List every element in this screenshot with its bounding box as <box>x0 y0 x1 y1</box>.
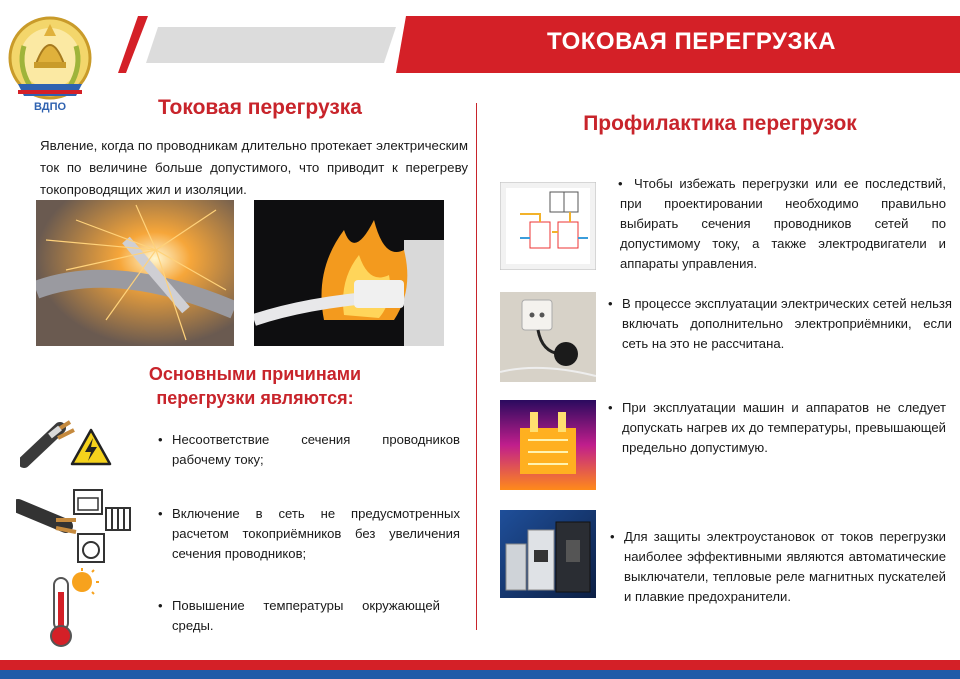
cause-text-2: Включение в сеть не предусмотренных расчетом токоприёмников без увеличения сечения проводников; <box>172 506 460 561</box>
cause-item-3 <box>158 596 440 636</box>
prevention-text-4: Для защиты электроустановок от токов перегрузки наиболее эффективными являются автоматические выключатели, тепловые реле магнитных пускателей и плавкие предохранители. <box>624 529 946 604</box>
header-banner-grey-stripe <box>146 27 396 63</box>
prevention-text-2: В процессе эксплуатации электрических сетей нельзя включать дополнительно электроприёмники, если сеть на это не рассчитана. <box>622 296 952 351</box>
emblem-text: ВДПО <box>33 101 67 113</box>
prevention-title: Профилактика перегрузок <box>583 112 857 135</box>
cause-item-2 <box>158 504 460 564</box>
footer-stripe-blue <box>0 670 960 679</box>
column-divider <box>476 103 477 630</box>
bullet: • <box>618 176 623 191</box>
causes-title <box>90 362 420 410</box>
cable-icon <box>20 418 76 468</box>
cause-text-1: Несоответствие сечения проводников рабочему току; <box>172 432 460 467</box>
bullet: • <box>158 432 163 447</box>
circuit-breaker-image <box>500 510 596 598</box>
footer-stripe-red <box>0 660 960 670</box>
high-voltage-warning-icon <box>70 428 112 466</box>
sparks-photo <box>36 200 234 346</box>
prevention-item-3 <box>608 398 946 458</box>
bullet: • <box>608 400 613 415</box>
bullet: • <box>158 598 163 613</box>
page-title: ТОКОВАЯ ПЕРЕГРУЗКА <box>547 28 836 55</box>
socket-photo <box>500 292 596 382</box>
bullet: • <box>158 506 163 521</box>
cause-item-1 <box>158 430 460 470</box>
prevention-item-4 <box>610 527 946 607</box>
appliances-icon <box>16 486 136 566</box>
prevention-item-1 <box>620 174 946 274</box>
thermometer-icon <box>38 568 102 648</box>
causes-title-line1: Основными причинами <box>148 364 362 384</box>
prevention-text-1: Чтобы избежать перегрузки или ее последствий, при проектировании необходимо правильно выбирать сечения проводников сетей по допустимому току, а также электродвигатели и аппараты управления. <box>620 176 946 271</box>
bullet: • <box>610 529 615 544</box>
prevention-item-2 <box>608 294 952 354</box>
burning-socket-photo <box>254 200 444 346</box>
causes-title-line2: перегрузки являются: <box>156 388 354 408</box>
overload-definition: Явление, когда по проводникам длительно протекает электрическим ток по величине больше допустимого, что приводит к перегреву токопроводящих жил и изоляции. <box>40 138 468 197</box>
wiring-diagram-image <box>500 182 596 270</box>
overload-title: Токовая перегрузка <box>158 96 362 119</box>
bullet: • <box>608 296 613 311</box>
prevention-text-3: При эксплуатации машин и аппаратов не следует допускать нагрев их до температуры, превышающей предельно допустимую. <box>622 400 946 455</box>
thermal-image <box>500 400 596 490</box>
cause-text-3: Повышение температуры окружающей среды. <box>172 598 440 633</box>
